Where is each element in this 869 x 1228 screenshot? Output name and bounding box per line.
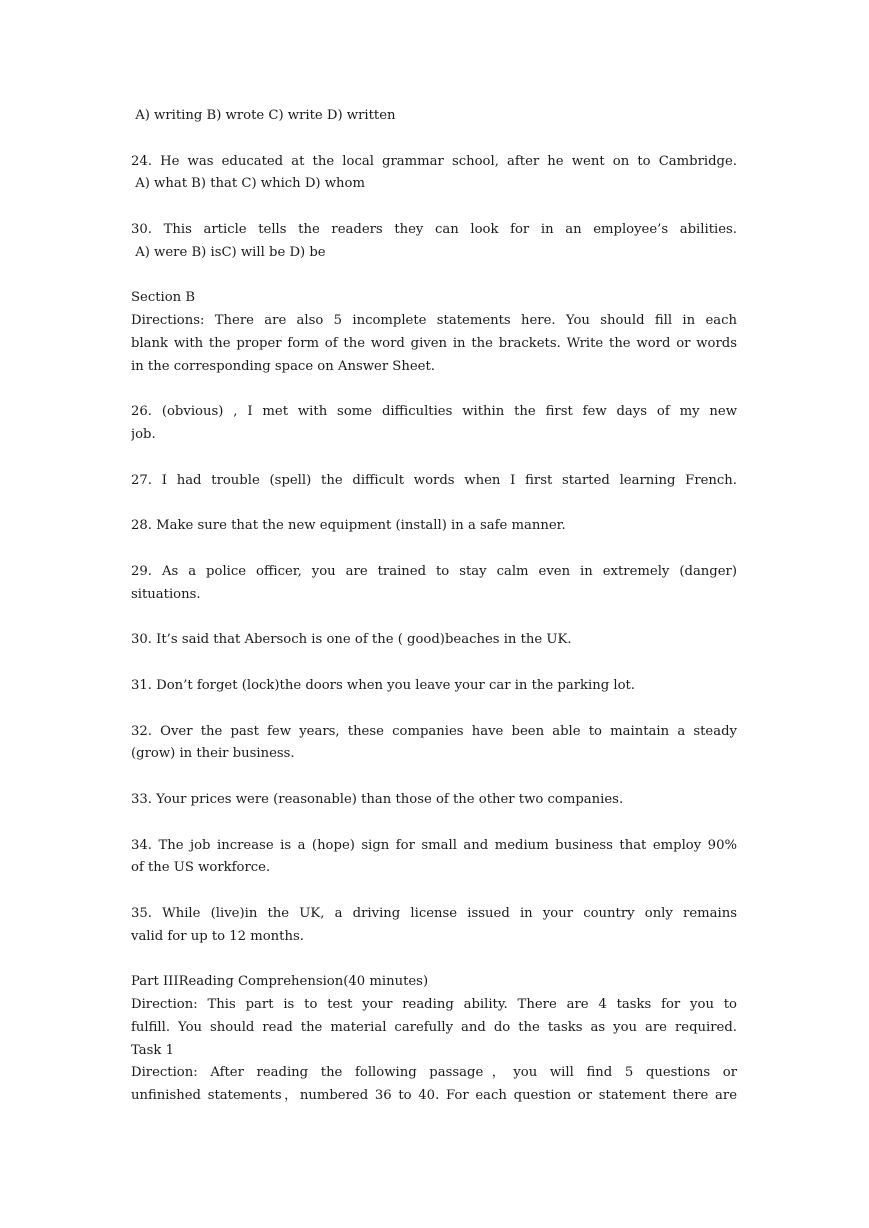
- question-text: 31. Don’t forget (lock)the doors when you leave your car in the parking lot.: [131, 677, 635, 693]
- question-options: A) what B) that C) which D) whom: [131, 176, 365, 192]
- direction-line: fulfill. You should read the material carefully and do the tasks as you are required.: [131, 1019, 737, 1035]
- question-text: 26. (obvious) , I met with some difficulties within the first few days of my new: [131, 404, 737, 420]
- question-26: [131, 401, 737, 447]
- section-b: [131, 287, 737, 378]
- question-35: [131, 903, 737, 949]
- question-text: valid for up to 12 months.: [131, 928, 304, 944]
- question-text: 24. He was educated at the local grammar school, after he went on to Cambridge.: [131, 153, 737, 169]
- question-options: A) were B) isC) will be D) be: [131, 244, 326, 260]
- direction-line: Direction: This part is to test your reading ability. There are 4 tasks for you to: [131, 997, 737, 1013]
- question-32: [131, 721, 737, 767]
- question-text: 28. Make sure that the new equipment (install) in a safe manner.: [131, 518, 566, 534]
- question-29: [131, 561, 737, 607]
- question-24: [131, 151, 737, 197]
- question-31: [131, 675, 737, 698]
- part-iii: [131, 971, 737, 1108]
- section-heading: Section B: [131, 290, 196, 306]
- question-28: [131, 515, 737, 538]
- direction-line: Direction: After reading the following passage，you will find 5 questions or: [131, 1065, 737, 1081]
- question-text: 27. I had trouble (spell) the difficult words when I first started learning French.: [131, 472, 737, 488]
- question-text: 34. The job increase is a (hope) sign for small and medium business that employ 90%: [131, 837, 737, 853]
- question-33: [131, 789, 737, 812]
- question-text: job.: [131, 427, 156, 443]
- directions-line: blank with the proper form of the word given in the brackets. Write the word or words: [131, 335, 737, 351]
- question-text: of the US workforce.: [131, 860, 271, 876]
- question-text: (grow) in their business.: [131, 746, 295, 762]
- question-text: situations.: [131, 586, 201, 602]
- question-34: [131, 835, 737, 881]
- question-text: 33. Your prices were (reasonable) than those of the other two companies.: [131, 791, 624, 807]
- task-heading: Task 1: [131, 1042, 174, 1058]
- question-text: 30. This article tells the readers they can look for in an employee’s abilities.: [131, 221, 737, 237]
- document-page: [131, 105, 737, 1108]
- text-line: A) writing B) wrote C) write D) written: [131, 108, 396, 123]
- question-text: 30. It’s said that Abersoch is one of the ( good)beaches in the UK.: [131, 632, 572, 648]
- question-27: [131, 470, 737, 493]
- question-text: 35. While (live)in the UK, a driving license issued in your country only remains: [131, 905, 737, 921]
- question-text: 32. Over the past few years, these companies have been able to maintain a steady: [131, 723, 737, 739]
- direction-line: unfinished statements，numbered 36 to 40. For each question or statement there are: [131, 1088, 737, 1104]
- directions-line: Directions: There are also 5 incomplete statements here. You should fill in each: [131, 313, 737, 329]
- question-text: 29. As a police officer, you are trained to stay calm even in extremely (danger): [131, 563, 737, 579]
- part-heading: Part IIIReading Comprehension(40 minutes): [131, 974, 429, 990]
- question-30a: [131, 219, 737, 265]
- question-30: [131, 629, 737, 652]
- question-options-23: [131, 105, 737, 128]
- directions-line: in the corresponding space on Answer Sheet.: [131, 358, 435, 374]
